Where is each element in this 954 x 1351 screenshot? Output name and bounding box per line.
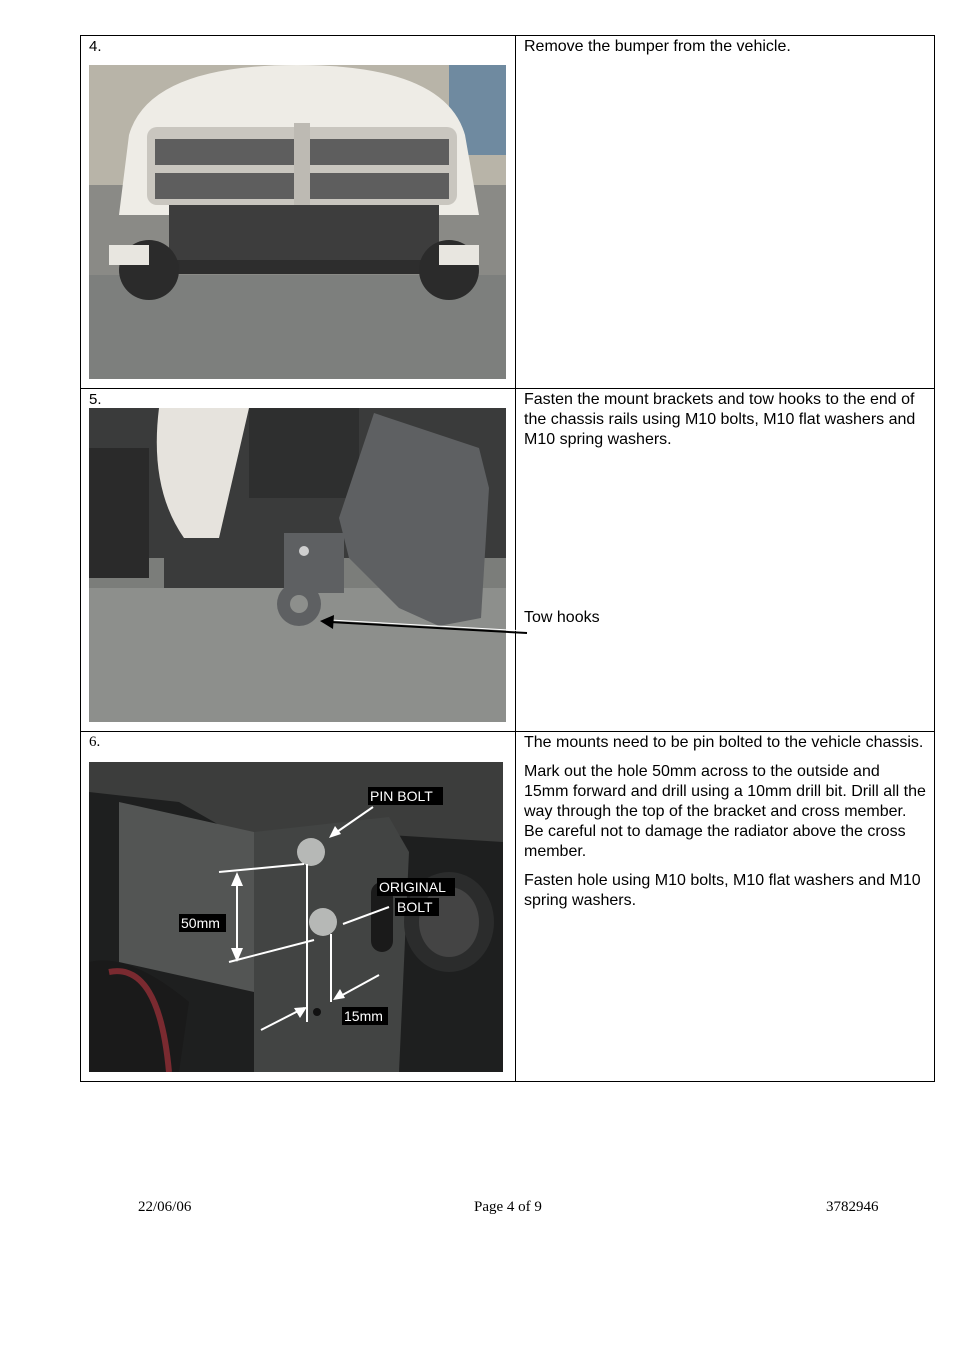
tow-hook-bracket-photo	[89, 408, 506, 722]
dimension-50mm-label: 50mm	[181, 915, 220, 931]
tow-hooks-callout: Tow hooks	[524, 609, 600, 626]
truck-front-photo	[89, 65, 506, 379]
step-number: 4.	[89, 38, 102, 55]
step-5-description	[524, 390, 926, 459]
step-5-text-cell	[515, 388, 935, 732]
step-number: 6.	[89, 734, 101, 750]
step-6-text-cell	[515, 731, 935, 1082]
step-4-paragraph: Remove the bumper from the vehicle.	[524, 38, 791, 55]
step-4-description	[524, 37, 926, 66]
pin-bolt-position-photo	[89, 762, 503, 1072]
step-4-text-cell	[515, 35, 935, 389]
step-6-paragraph: The mounts need to be pin bolted to the vehicle chassis.	[524, 734, 924, 751]
step-6-paragraph: Fasten hole using M10 bolts, M10 flat washers and M10 spring washers.	[524, 872, 921, 909]
step-5-paragraph: Fasten the mount brackets and tow hooks to the end of the chassis rails using M10 bolts, M10 flat washers and M10 spring washers.	[524, 391, 916, 448]
step-number: 5.	[89, 391, 102, 408]
dimension-15mm-label: 15mm	[344, 1008, 383, 1024]
step-6-description	[524, 733, 926, 920]
step-5-photo-cell	[80, 388, 516, 732]
step-6-photo-cell	[80, 731, 516, 1082]
footer-date: 22/06/06	[138, 1199, 192, 1215]
instructions-table	[80, 35, 935, 1082]
original-bolt-label-line2: BOLT	[397, 899, 433, 915]
pin-bolt-label: PIN BOLT	[370, 788, 433, 804]
original-bolt-label-line1: ORIGINAL	[379, 879, 446, 895]
footer-document-number: 3782946	[826, 1199, 879, 1215]
tow-hooks-arrow	[310, 605, 530, 640]
step-4-photo-cell	[80, 35, 516, 389]
footer-page-number: Page 4 of 9	[474, 1199, 542, 1215]
step-6-paragraph: Mark out the hole 50mm across to the outside and 15mm forward and drill using a 10mm drill bit. Drill all the way through the top of the bracket and cross member. Be careful not to damage the radiator above the cross member.	[524, 763, 926, 860]
